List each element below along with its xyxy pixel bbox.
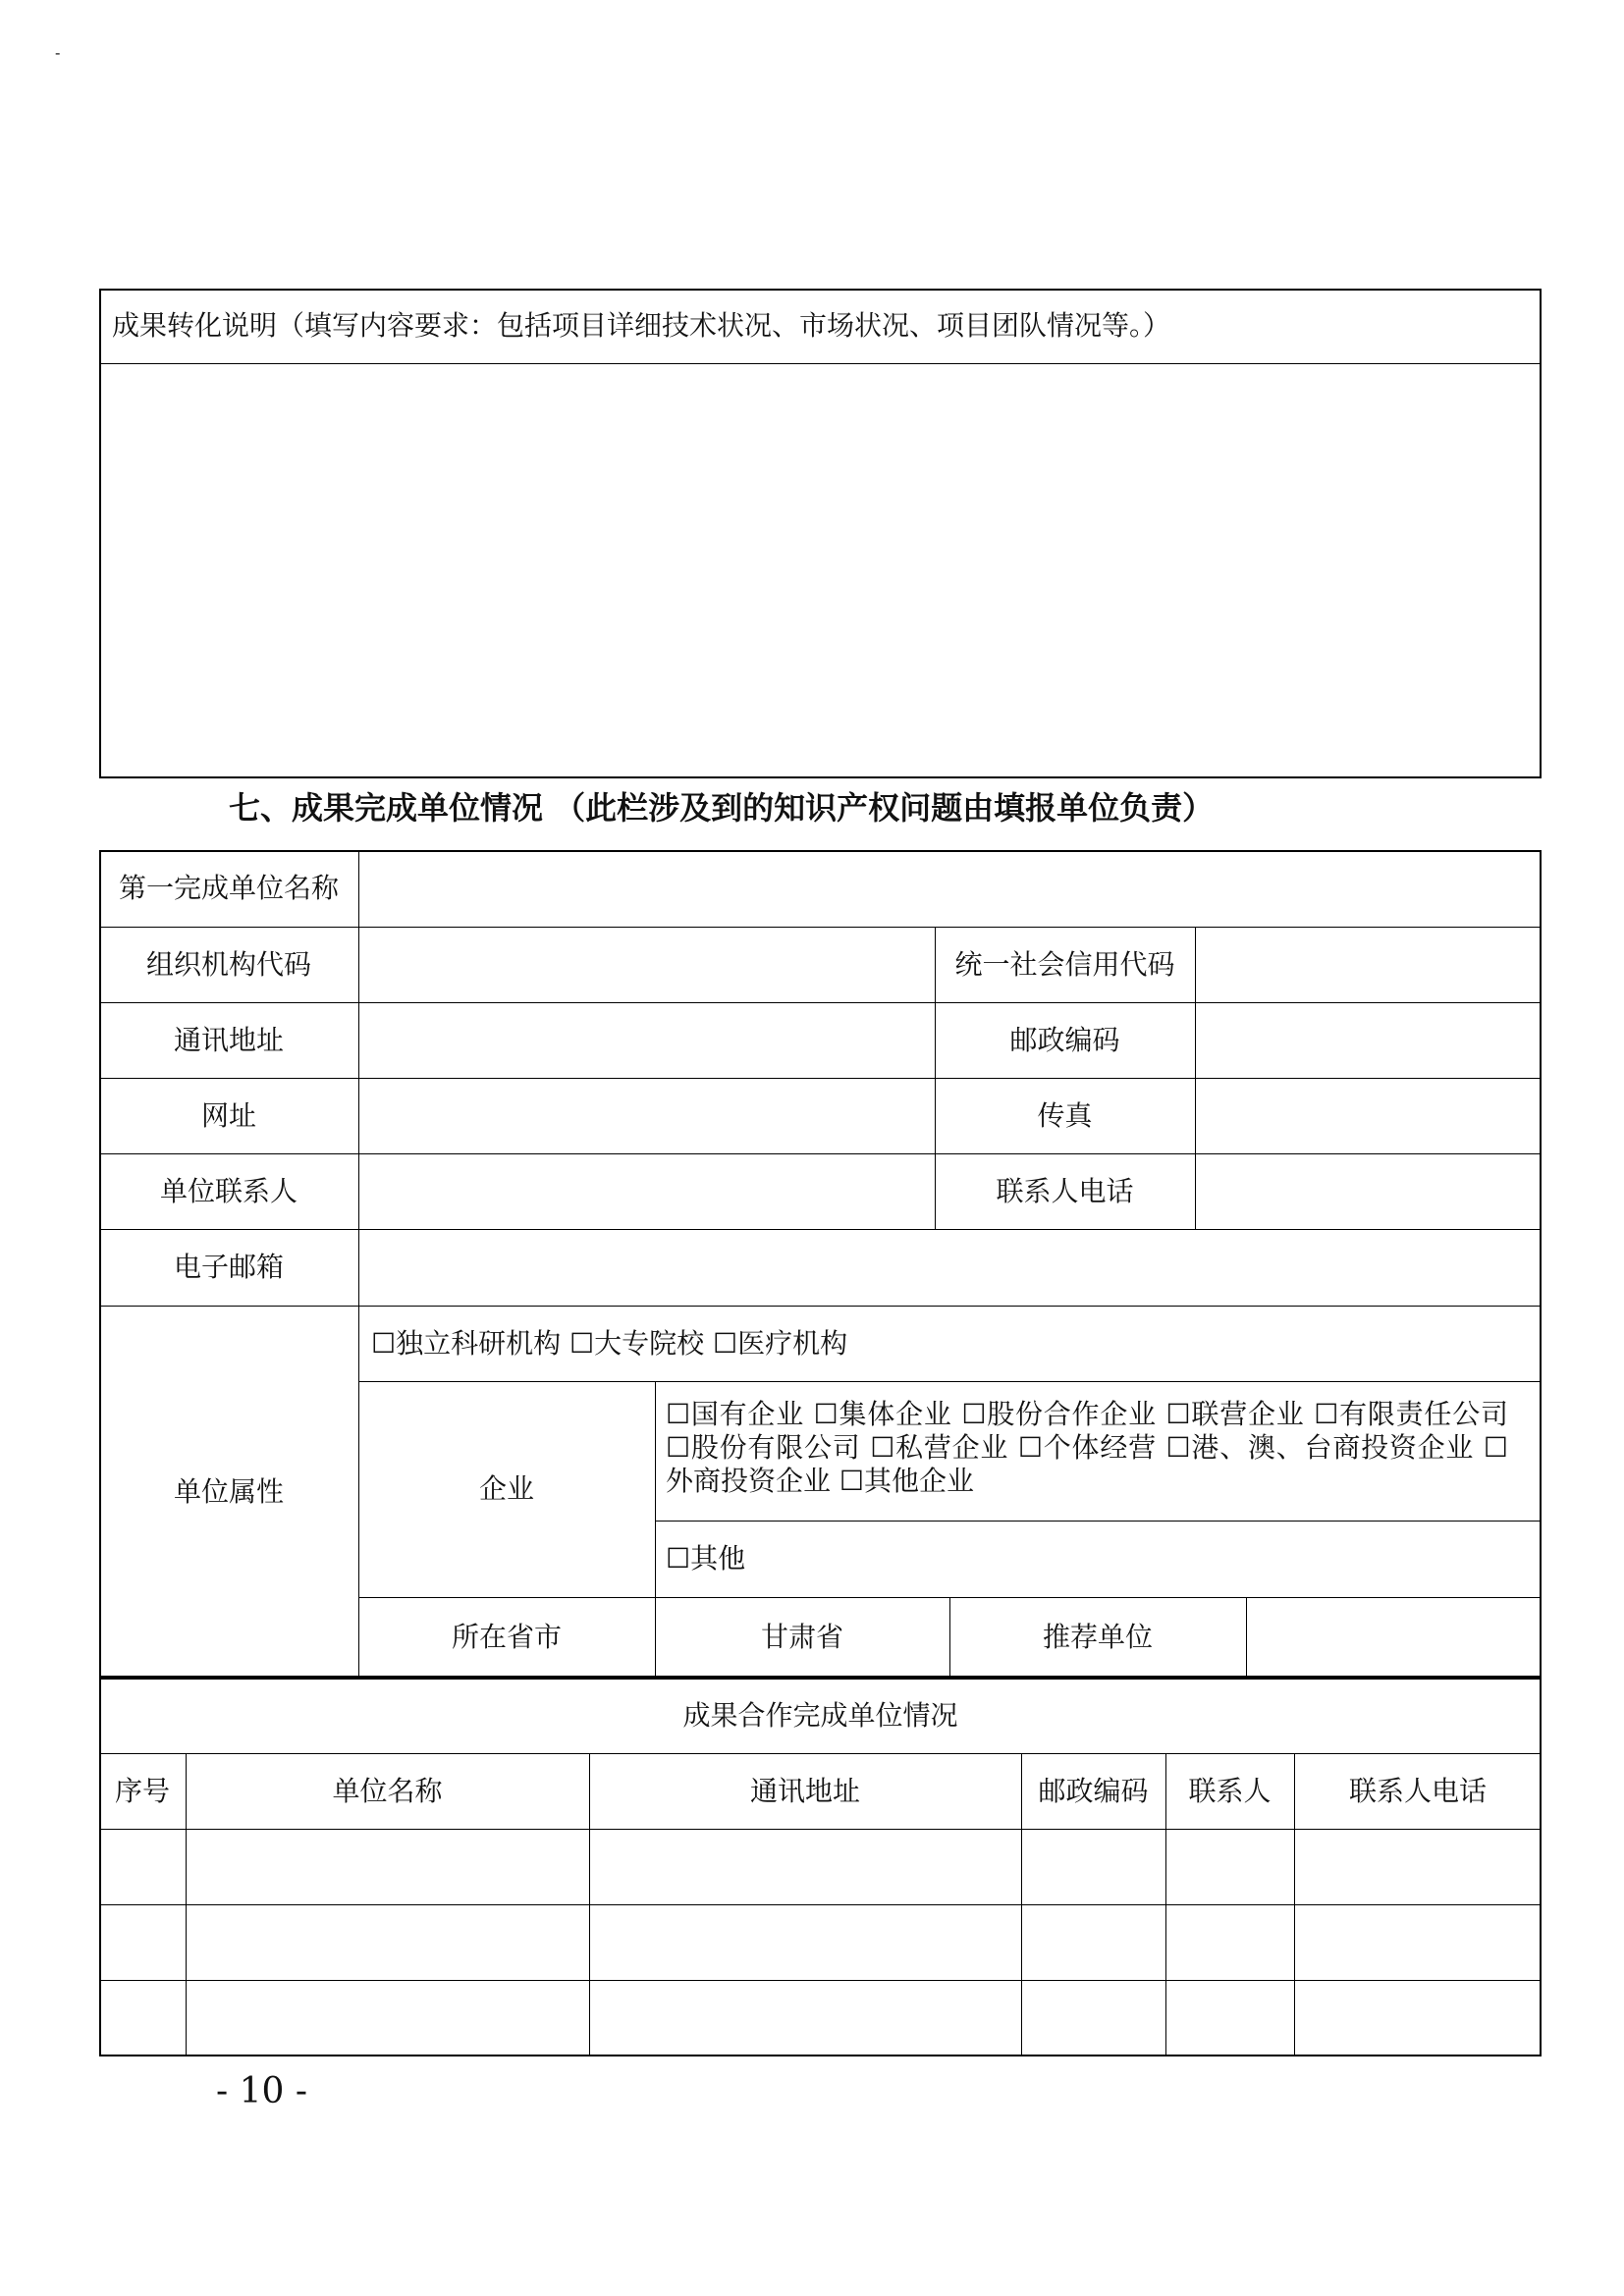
enterprise-options[interactable]: ☐国有企业 ☐集体企业 ☐股份合作企业 ☐联营企业 ☐有限责任公司 ☐股份有限公司 ☐私营企业 ☐个体经营 ☐港、澳、台商投资企业 ☐外商投资企业 ☐其他企业 <box>666 1398 1508 1497</box>
credit-code-label: 统一社会信用代码 <box>954 947 1175 981</box>
coop-table-row[interactable] <box>101 1831 1540 1902</box>
coop-table-row[interactable] <box>101 1982 1540 2055</box>
other-option[interactable]: ☐其他 <box>666 1542 746 1575</box>
province-label: 所在省市 <box>451 1621 562 1654</box>
org-code-field[interactable] <box>360 929 933 1000</box>
recommender-field[interactable] <box>1248 1599 1540 1676</box>
contact-label: 单位联系人 <box>159 1174 298 1207</box>
org-code-label: 组织机构代码 <box>145 947 311 981</box>
contact-field[interactable] <box>360 1155 933 1227</box>
unit-attribute-label: 单位属性 <box>173 1474 284 1508</box>
contact-phone-label: 联系人电话 <box>996 1174 1134 1207</box>
fax-label: 传真 <box>1037 1098 1093 1132</box>
address-field[interactable] <box>360 1004 933 1076</box>
first-unit-name-label: 第一完成单位名称 <box>118 872 339 905</box>
coop-header-unit-name: 单位名称 <box>332 1774 443 1807</box>
website-field[interactable] <box>360 1080 933 1151</box>
coop-table-row[interactable] <box>101 1906 1540 1978</box>
email-label: 电子邮箱 <box>173 1251 284 1284</box>
description-input-area[interactable] <box>101 365 1540 776</box>
first-unit-name-field[interactable] <box>360 852 1540 925</box>
postcode-label: 邮政编码 <box>1009 1023 1120 1056</box>
coop-header-postcode: 邮政编码 <box>1038 1774 1149 1807</box>
description-header: 成果转化说明（填写内容要求：包括项目详细技术状况、市场状况、项目团队情况等。） <box>112 309 1171 343</box>
section-heading: 七、成果完成单位情况 （此栏涉及到的知识产权问题由填报单位负责） <box>229 789 1215 827</box>
corner-mark: - <box>55 43 61 62</box>
contact-phone-field[interactable] <box>1197 1155 1540 1227</box>
coop-header-address: 通讯地址 <box>749 1774 860 1807</box>
address-label: 通讯地址 <box>173 1023 284 1056</box>
enterprise-label: 企业 <box>478 1472 534 1506</box>
recommender-label: 推荐单位 <box>1042 1621 1153 1654</box>
attribute-options-row1[interactable]: ☐独立科研机构 ☐大专院校 ☐医疗机构 <box>371 1326 848 1360</box>
province-value[interactable]: 甘肃省 <box>760 1621 843 1654</box>
postcode-field[interactable] <box>1197 1004 1540 1076</box>
email-field[interactable] <box>360 1231 1540 1304</box>
coop-header-contact-phone: 联系人电话 <box>1348 1774 1487 1807</box>
credit-code-field[interactable] <box>1197 929 1540 1000</box>
coop-header-contact: 联系人 <box>1188 1774 1272 1807</box>
coop-table-title: 成果合作完成单位情况 <box>682 1698 958 1732</box>
page-number: - 10 - <box>216 2071 308 2111</box>
coop-header-index: 序号 <box>114 1774 170 1807</box>
website-label: 网址 <box>200 1098 256 1132</box>
fax-field[interactable] <box>1197 1080 1540 1151</box>
